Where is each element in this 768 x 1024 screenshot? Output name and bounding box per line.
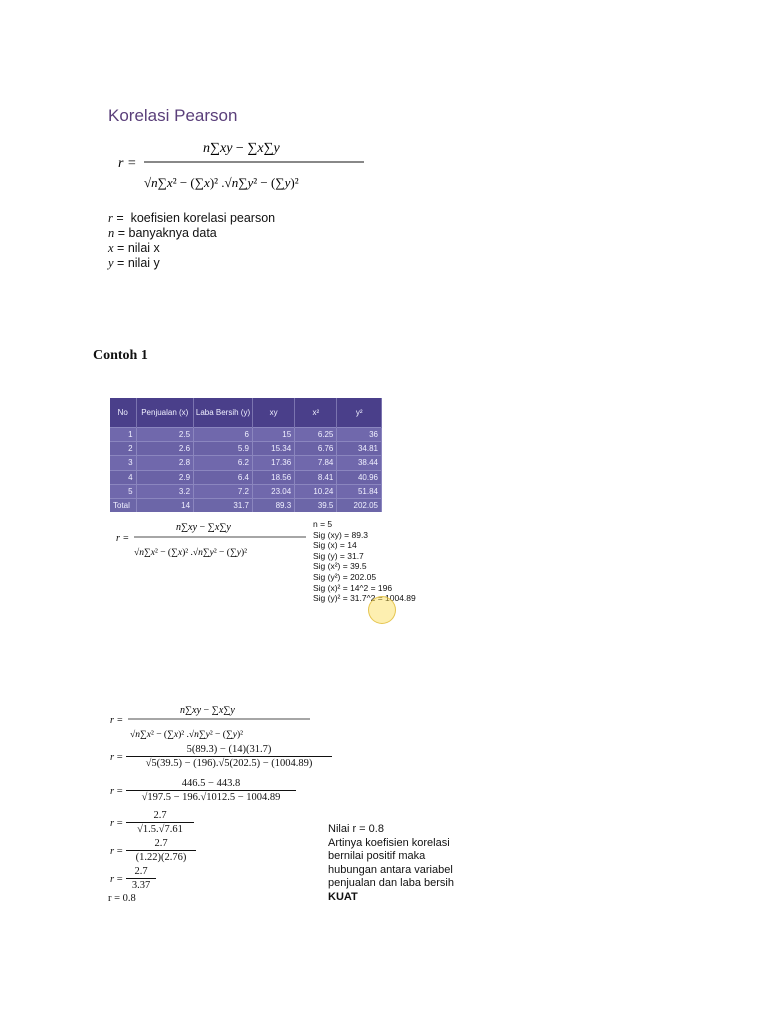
header-xy: xy [252,398,294,428]
svg-text:r =: r = [110,715,124,726]
conclusion-emphasis: KUAT [328,890,358,903]
header-y2: y² [337,398,382,428]
step-1-label: r = [110,752,123,763]
svg-text:n∑xy − ∑x∑y: n∑xy − ∑x∑y [203,141,280,156]
fact-sig-x-squared: Sig (x)² = 14^2 = 196 [313,582,393,593]
final-result: r = 0.8 [108,893,136,904]
conclusion-line: Artinya koefisien korelasi [328,836,450,849]
page-title: Korelasi Pearson [108,106,238,125]
table-row: 2 2.6 5.9 15.34 6.76 34.81 [110,442,382,456]
fact-sig-xy: Sig (xy) = 89.3 [313,529,369,540]
section-title: Contoh 1 [93,348,148,363]
header-laba-bersih: Laba Bersih (y) [194,398,253,428]
conclusion [328,823,454,904]
table-row: 3 2.8 6.2 17.36 7.84 38.44 [110,456,382,470]
svg-text:r =: r = [118,156,137,171]
fact-sig-y: Sig (y) = 31.7 [313,550,364,561]
fact-sig-x: Sig (x) = 14 [313,540,357,551]
step-5: 2.7 3.37 [126,866,156,891]
table-row: 1 2.5 6 15 6.25 36 [110,428,382,442]
header-penjualan: Penjualan (x) [136,398,194,428]
conclusion-line: penjualan dan laba bersih [328,877,454,889]
cursor-highlight-icon [368,596,396,624]
conclusion-line: hubungan antara variabel [328,863,453,876]
step-5-label: r = [110,874,123,885]
definition-n: n = banyaknya data [108,226,217,240]
pearson-formula-steps [110,700,320,748]
step-2: 446.5 − 443.8 √197.5 − 196.√1012.5 − 1004.89 [126,778,296,803]
fact-n: n = 5 [313,519,333,529]
svg-text:n∑xy − ∑x∑y: n∑xy − ∑x∑y [180,705,235,716]
table-total-row: Total 14 31.7 89.3 39.5 202.05 [110,498,382,512]
table-row: 4 2.9 6.4 18.56 8.41 40.96 [110,470,382,484]
summary-values [313,519,416,604]
table-row: 5 3.2 7.2 23.04 10.24 51.84 [110,484,382,498]
step-4-label: r = [110,846,123,857]
header-no: No [110,398,136,428]
fact-sig-y-squared: Sig (y)² = 31.7^2 = 1004.89 [313,593,416,604]
definition-y: y = nilai y [108,256,160,270]
svg-text:√n∑x² − (∑x)² .√n∑y² − (∑y)²: √n∑x² − (∑x)² .√n∑y² − (∑y)² [130,730,243,740]
definition-x: x = nilai x [108,241,160,255]
fact-sig-x2: Sig (x²) = 39.5 [313,561,367,572]
definition-r: r = koefisien korelasi pearson [108,211,276,225]
fact-sig-y2: Sig (y²) = 202.05 [313,571,377,582]
conclusion-line: bernilai positif maka [328,850,426,862]
svg-text:n∑xy − ∑x∑y: n∑xy − ∑x∑y [176,522,231,533]
header-x2: x² [295,398,337,428]
pearson-formula [118,132,378,198]
data-table [110,398,382,512]
svg-text:√n∑x² − (∑x)² .√n∑y² − (∑y)²: √n∑x² − (∑x)² .√n∑y² − (∑y)² [144,175,299,190]
step-3-label: r = [110,818,123,829]
step-1: 5(89.3) − (14)(31.7) √5(39.5) − (196).√5(202.5) − (1004.89) [126,744,332,769]
conclusion-line: Nilai r = 0.8 [328,823,384,835]
pearson-formula-small [116,516,312,566]
step-4: 2.7 (1.22)(2.76) [126,838,196,863]
svg-text:√n∑x² − (∑x)² .√n∑y² − (∑y)²: √n∑x² − (∑x)² .√n∑y² − (∑y)² [134,548,247,558]
step-3: 2.7 √1.5.√7.61 [126,810,194,835]
step-2-label: r = [110,786,123,797]
svg-text:r =: r = [116,533,130,544]
